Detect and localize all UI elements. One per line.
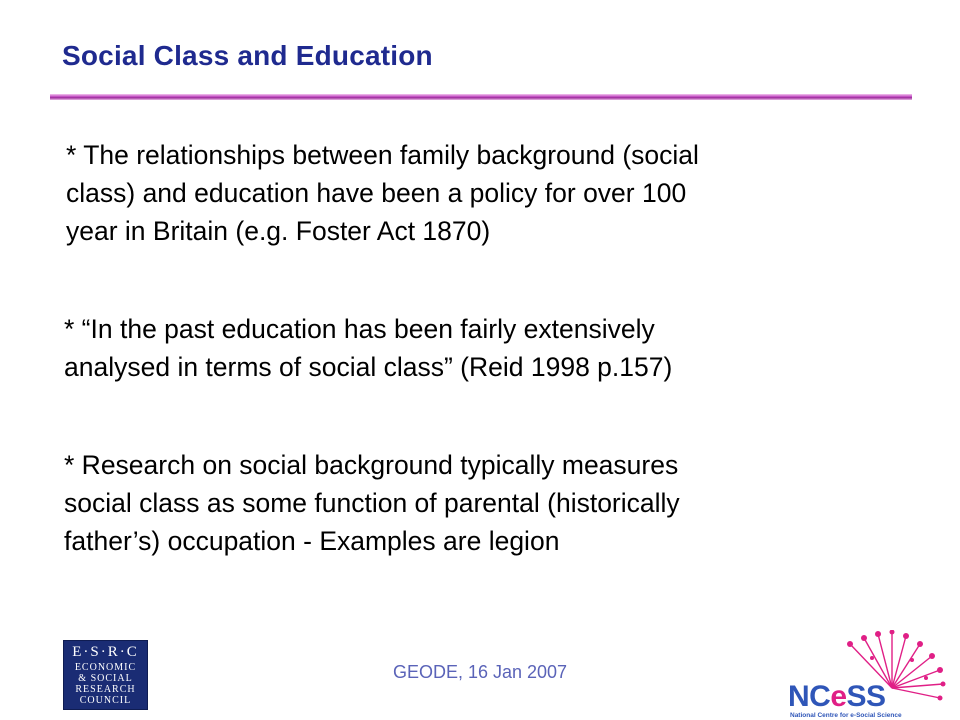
bullet-item: * “In the past education has been fairly extensively analysed in terms of social class” (Reid 1998 p.157)	[64, 314, 673, 382]
ncess-wordmark: NCeSS	[788, 680, 886, 713]
slide-footer: GEODE, 16 Jan 2007	[392, 662, 568, 682]
esrc-logo-line: & SOCIAL	[78, 673, 133, 684]
esrc-logo-line: ECONOMIC	[74, 662, 137, 673]
title-divider	[50, 94, 912, 100]
esrc-logo-line: COUNCIL	[79, 695, 132, 706]
esrc-logo-line: RESEARCH	[75, 684, 136, 695]
esrc-logo-line: E·S·R·C	[72, 644, 139, 660]
bullet-item: * Research on social background typically measures social class as some function of parental (historically father’s) occupation - Examples are legion	[64, 450, 680, 556]
bullet-list	[64, 136, 904, 560]
ncess-tagline: National Centre for e-Social Science	[790, 712, 902, 719]
ncess-logo	[780, 630, 950, 720]
slide-title: Social Class and Education	[62, 40, 433, 71]
bullet-item: * The relationships between family background (social class) and education have been a policy for over 100 year in Britain (e.g. Foster Act 1870)	[66, 140, 699, 246]
